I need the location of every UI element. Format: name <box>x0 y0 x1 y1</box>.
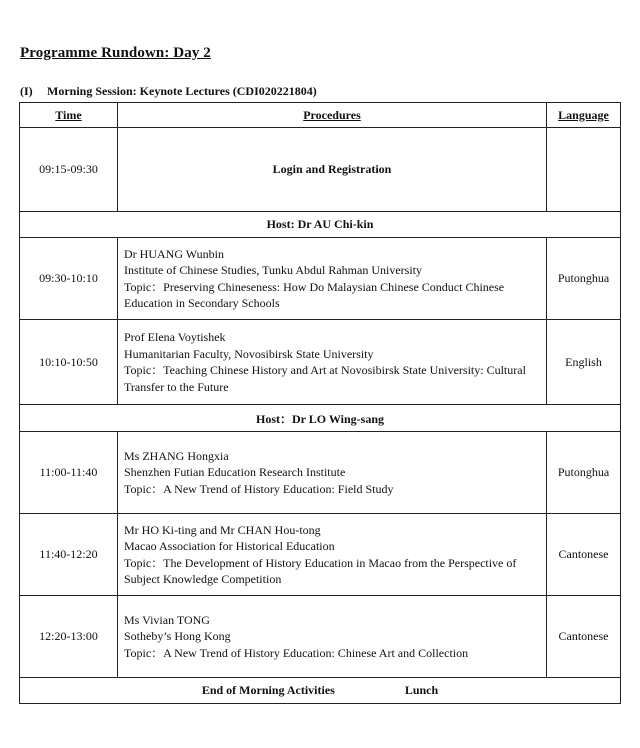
lunch-label: Lunch <box>404 683 439 697</box>
end-row <box>20 678 621 704</box>
affiliation: Institute of Chinese Studies, Tunku Abdul Rahman University <box>124 263 423 277</box>
language-cell: Cantonese <box>547 514 621 596</box>
procedure-cell <box>118 432 547 514</box>
table-row <box>20 596 621 678</box>
table-row <box>20 432 621 514</box>
time-cell: 11:00-11:40 <box>20 432 118 514</box>
speaker: Ms ZHANG Hongxia <box>124 448 229 463</box>
language-cell: Putonghua <box>547 238 621 320</box>
header-language: Language <box>547 103 621 128</box>
session-title <box>20 84 317 99</box>
host-row <box>20 212 621 238</box>
topic: Topic：A New Trend of History Education: Chinese Art and Collection <box>124 645 469 660</box>
host-cell: Host：Dr LO Wing-sang <box>20 405 621 432</box>
page-title: Programme Rundown: Day 2 <box>20 45 211 61</box>
speaker: Mr HO Ki-ting and Mr CHAN Hou-tong <box>124 522 321 537</box>
end-cell <box>20 678 621 704</box>
topic: Topic：Teaching Chinese History and Art at Novosibirsk State University: Cultural Transfer to the Future <box>124 363 526 394</box>
affiliation: Shenzhen Futian Education Research Institute <box>124 465 346 480</box>
language-cell: English <box>547 320 621 405</box>
procedure-cell <box>118 320 547 405</box>
time-cell: 09:15-09:30 <box>20 128 118 212</box>
programme-table <box>19 102 621 704</box>
table-row <box>20 514 621 596</box>
header-procedures: Procedures <box>118 103 547 128</box>
affiliation: Macao Association for Historical Education <box>124 539 335 553</box>
topic: Topic：Preserving Chineseness: How Do Malaysian Chinese Conduct Chinese Education in Secondary Schools <box>124 279 505 310</box>
table-row <box>20 238 621 320</box>
language-cell: Cantonese <box>547 596 621 678</box>
time-cell: 10:10-10:50 <box>20 320 118 405</box>
host-cell: Host: Dr AU Chi-kin <box>20 212 621 238</box>
procedure-cell <box>118 238 547 320</box>
time-cell: 12:20-13:00 <box>20 596 118 678</box>
table-header-row <box>20 103 621 128</box>
topic: Topic：A New Trend of History Education: Field Study <box>124 481 394 496</box>
topic: Topic：The Development of History Education in Macao from the Perspective of Subject Knowledge Competition <box>124 555 517 586</box>
registration-row <box>20 128 621 212</box>
procedure-cell <box>118 514 547 596</box>
affiliation: Humanitarian Faculty, Novosibirsk State University <box>124 346 374 361</box>
affiliation: Sotheby’s Hong Kong <box>124 629 231 644</box>
registration-cell: Login and Registration <box>118 128 547 212</box>
header-time: Time <box>20 103 118 128</box>
session-name: Morning Session: Keynote Lectures (CDI020221804) <box>47 84 317 98</box>
host-row <box>20 405 621 432</box>
speaker: Prof Elena Voytishek <box>124 330 226 344</box>
language-cell: Putonghua <box>547 432 621 514</box>
speaker: Dr HUANG Wunbin <box>124 246 224 261</box>
speaker: Ms Vivian TONG <box>124 612 210 627</box>
procedure-cell <box>118 596 547 678</box>
time-cell: 09:30-10:10 <box>20 238 118 320</box>
time-cell: 11:40-12:20 <box>20 514 118 596</box>
end-activities-label: End of Morning Activities <box>201 683 335 697</box>
session-number: (I) <box>20 84 33 98</box>
table-row <box>20 320 621 405</box>
language-cell <box>547 128 621 212</box>
